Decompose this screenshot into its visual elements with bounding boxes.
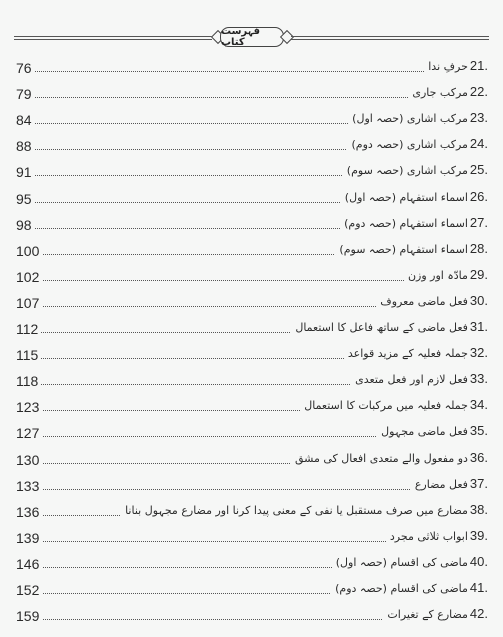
toc-entry-title: اسماء استفہام (حصہ دوم) — [344, 216, 468, 230]
toc-entry[interactable] — [16, 476, 488, 502]
toc-page-number: 146 — [16, 555, 40, 572]
toc-entry[interactable] — [16, 189, 488, 215]
toc-entry-title: فعل ماضی کے ساتھ فاعل کا استعمال — [295, 321, 468, 334]
toc-page-number: 159 — [16, 608, 40, 625]
toc-entry-title: فعل ماضی مجہول — [381, 425, 468, 439]
toc-entry[interactable] — [16, 397, 488, 423]
toc-page-number: 98 — [16, 216, 32, 233]
toc-entry-number: 31. — [469, 319, 488, 334]
toc-page-number: 152 — [16, 582, 40, 598]
toc-entry-number: 28. — [469, 240, 488, 256]
toc-page-number: 88 — [16, 138, 32, 155]
toc-entry[interactable] — [16, 554, 488, 580]
toc-entry-title: مرکب اشاری (حصہ دوم) — [351, 138, 468, 152]
toc-entry[interactable] — [16, 215, 488, 241]
toc-entry-title: اسماء استفہام (حصہ اول) — [344, 190, 468, 204]
toc-header — [14, 27, 489, 47]
toc-entry-number: 38. — [469, 501, 488, 517]
toc-page-number: 76 — [16, 60, 32, 76]
toc-entry-title: مضارع میں صرف مستقبل یا نفی کے معنی پیدا کرنا اور مضارع مجہول بنانا — [125, 503, 468, 517]
toc-page-number: 79 — [16, 86, 32, 103]
toc-page-number: 112 — [16, 321, 39, 337]
toc-entry[interactable] — [16, 110, 488, 136]
header-rule-left — [14, 36, 212, 37]
toc-entry-title: فعل ماضی معروف — [380, 294, 468, 308]
toc-entry-title: فعل لازم اور فعل متعدی — [355, 373, 468, 387]
toc-entry-title: جملہ فعلیہ میں مرکبات کا استعمال — [304, 399, 468, 413]
toc-entry-number: 25. — [469, 162, 488, 178]
toc-entry-title: دو مفعول والے متعدی افعال کی مشق — [294, 451, 468, 465]
toc-entry[interactable] — [16, 162, 488, 188]
toc-entry[interactable] — [16, 319, 488, 345]
toc-entry-number: 21. — [469, 58, 488, 73]
toc-entry-number: 32. — [469, 345, 488, 361]
toc-entry-number: 40. — [469, 553, 488, 569]
toc-entry[interactable] — [16, 58, 488, 84]
toc-page-number: 95 — [16, 190, 32, 207]
toc-entry-number: 30. — [469, 292, 488, 308]
toc-entry-title: حرفِ ندا — [428, 60, 468, 73]
toc-page-number: 133 — [16, 477, 40, 494]
toc-entry[interactable] — [16, 580, 488, 606]
toc-entry-title: مرکب جاری — [412, 86, 468, 100]
toc-entry-title: مضارع کے تغیرات — [387, 608, 468, 622]
toc-page-number: 136 — [16, 503, 40, 520]
toc-entry[interactable] — [16, 136, 488, 162]
toc-page-number: 130 — [16, 451, 40, 468]
toc-entry-number: 33. — [469, 371, 488, 387]
toc-entry[interactable] — [16, 267, 488, 293]
toc-page-number: 115 — [16, 347, 39, 364]
toc-entry-title: جملہ فعلیہ کے مزید قواعد — [347, 347, 468, 361]
toc-entry-number: 35. — [469, 423, 488, 439]
toc-entry-title: ماضی کی اقسام (حصہ دوم) — [335, 582, 468, 595]
toc-entry-number: 26. — [469, 188, 488, 204]
toc-page-number: 118 — [16, 373, 39, 390]
toc-entry-title: مرکب اشاری (حصہ اول) — [352, 112, 468, 126]
toc-entry-number: 34. — [469, 397, 488, 413]
toc-page-number: 107 — [16, 294, 40, 311]
toc-entry-number: 22. — [469, 84, 488, 100]
toc-page-number: 123 — [16, 399, 40, 416]
toc-entry[interactable] — [16, 528, 488, 554]
toc-page-number: 127 — [16, 425, 40, 442]
toc-entry[interactable] — [16, 293, 488, 319]
toc-heading: فہرست کتاب — [220, 27, 284, 47]
toc-entry-number: 27. — [469, 214, 488, 230]
toc-entry[interactable] — [16, 606, 488, 632]
toc-entry-title: ماضی کی اقسام (حصہ اول) — [335, 555, 468, 569]
toc-page-number: 100 — [16, 242, 40, 259]
toc-page-number: 84 — [16, 112, 32, 129]
toc-entry[interactable] — [16, 345, 488, 371]
toc-page-number: 139 — [16, 529, 40, 546]
toc-entry-title: اسماء استفہام (حصہ سوم) — [339, 242, 468, 256]
toc-page-number: 102 — [16, 268, 40, 285]
toc-entry-title: مادّہ اور وزن — [407, 268, 468, 282]
toc-entry-title: فعل مضارع — [414, 477, 468, 491]
dot-leader — [16, 71, 488, 72]
toc-entry-number: 24. — [469, 136, 488, 152]
toc-entry[interactable] — [16, 423, 488, 449]
toc-entry[interactable] — [16, 241, 488, 267]
toc-entry-number: 39. — [469, 527, 488, 543]
toc-entry[interactable] — [16, 371, 488, 397]
toc-entry-number: 23. — [469, 110, 488, 126]
toc-entry-number: 41. — [469, 580, 488, 595]
toc-page-number: 91 — [16, 164, 32, 181]
header-rule-right — [291, 36, 489, 37]
toc-entry-title: مرکب اشاری (حصہ سوم) — [346, 164, 468, 178]
toc-entry-title: ابواب ثلاثی مجرد — [389, 529, 468, 543]
toc-entry[interactable] — [16, 502, 488, 528]
toc-entry-number: 42. — [469, 606, 488, 622]
toc-entry-number: 37. — [469, 475, 488, 491]
toc-entry-number: 36. — [469, 449, 488, 465]
toc-entry-number: 29. — [469, 266, 488, 282]
toc-entry[interactable] — [16, 450, 488, 476]
toc-entry[interactable] — [16, 84, 488, 110]
